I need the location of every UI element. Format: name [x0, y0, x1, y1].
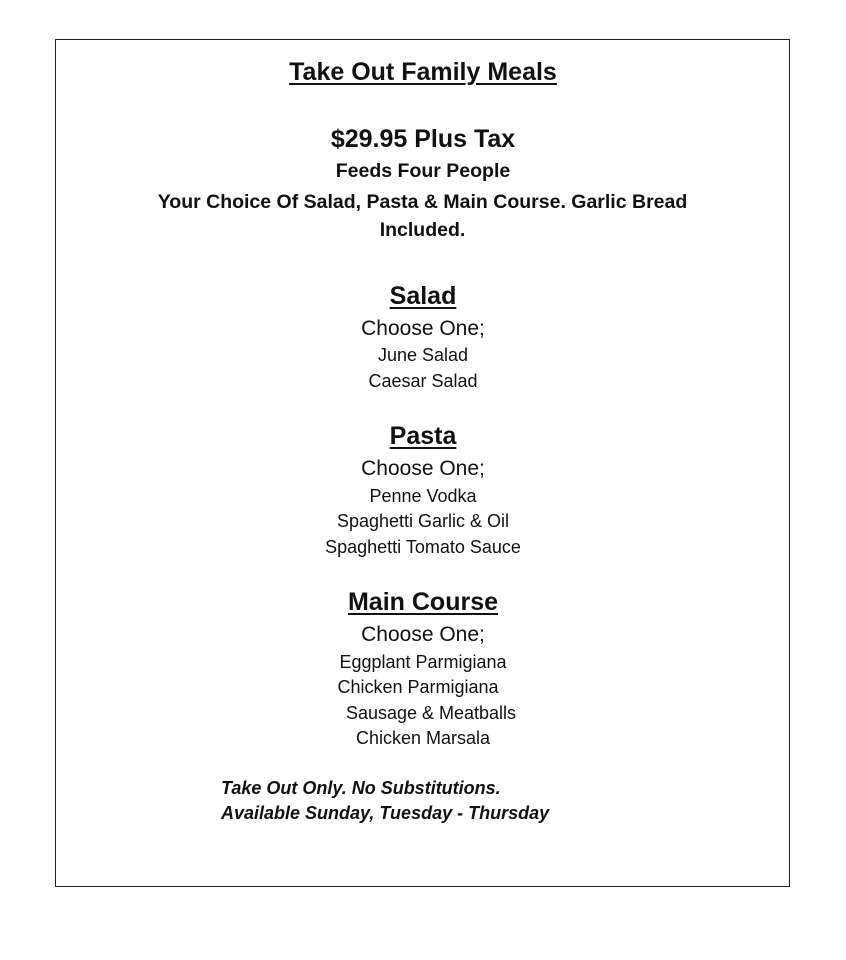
pasta-heading: Pasta	[389, 422, 457, 450]
salad-item-june: June Salad	[377, 345, 469, 365]
main-course-choose-label: Choose One;	[361, 623, 485, 646]
menu-title: Take Out Family Meals	[289, 58, 557, 86]
salad-item-caesar: Caesar Salad	[368, 371, 478, 391]
main-item-eggplant: Eggplant Parmigiana	[339, 652, 507, 672]
main-item-sausage-meatballs: Sausage & Meatballs	[345, 703, 517, 723]
main-item-chicken-parm: Chicken Parmigiana	[337, 677, 499, 697]
salad-choose-label: Choose One;	[361, 317, 485, 340]
price: $29.95 Plus Tax	[330, 125, 516, 153]
note-availability: Available Sunday, Tuesday - Thursday	[221, 803, 550, 823]
pasta-item-tomato-sauce: Spaghetti Tomato Sauce	[325, 537, 521, 557]
main-course-heading: Main Course	[347, 588, 499, 616]
note-take-out-only: Take Out Only. No Substitutions.	[221, 778, 501, 798]
pasta-item-penne-vodka: Penne Vodka	[369, 486, 477, 506]
pasta-choose-label: Choose One;	[361, 457, 485, 480]
choice-line-2: Included.	[379, 219, 466, 241]
pasta-item-garlic-oil: Spaghetti Garlic & Oil	[336, 511, 510, 531]
choice-description	[55, 188, 790, 244]
main-item-chicken-marsala: Chicken Marsala	[355, 728, 491, 748]
salad-heading: Salad	[389, 282, 457, 310]
choice-line-1: Your Choice Of Salad, Pasta & Main Course. Garlic Bread	[157, 191, 688, 213]
feeds-info: Feeds Four People	[335, 160, 511, 182]
